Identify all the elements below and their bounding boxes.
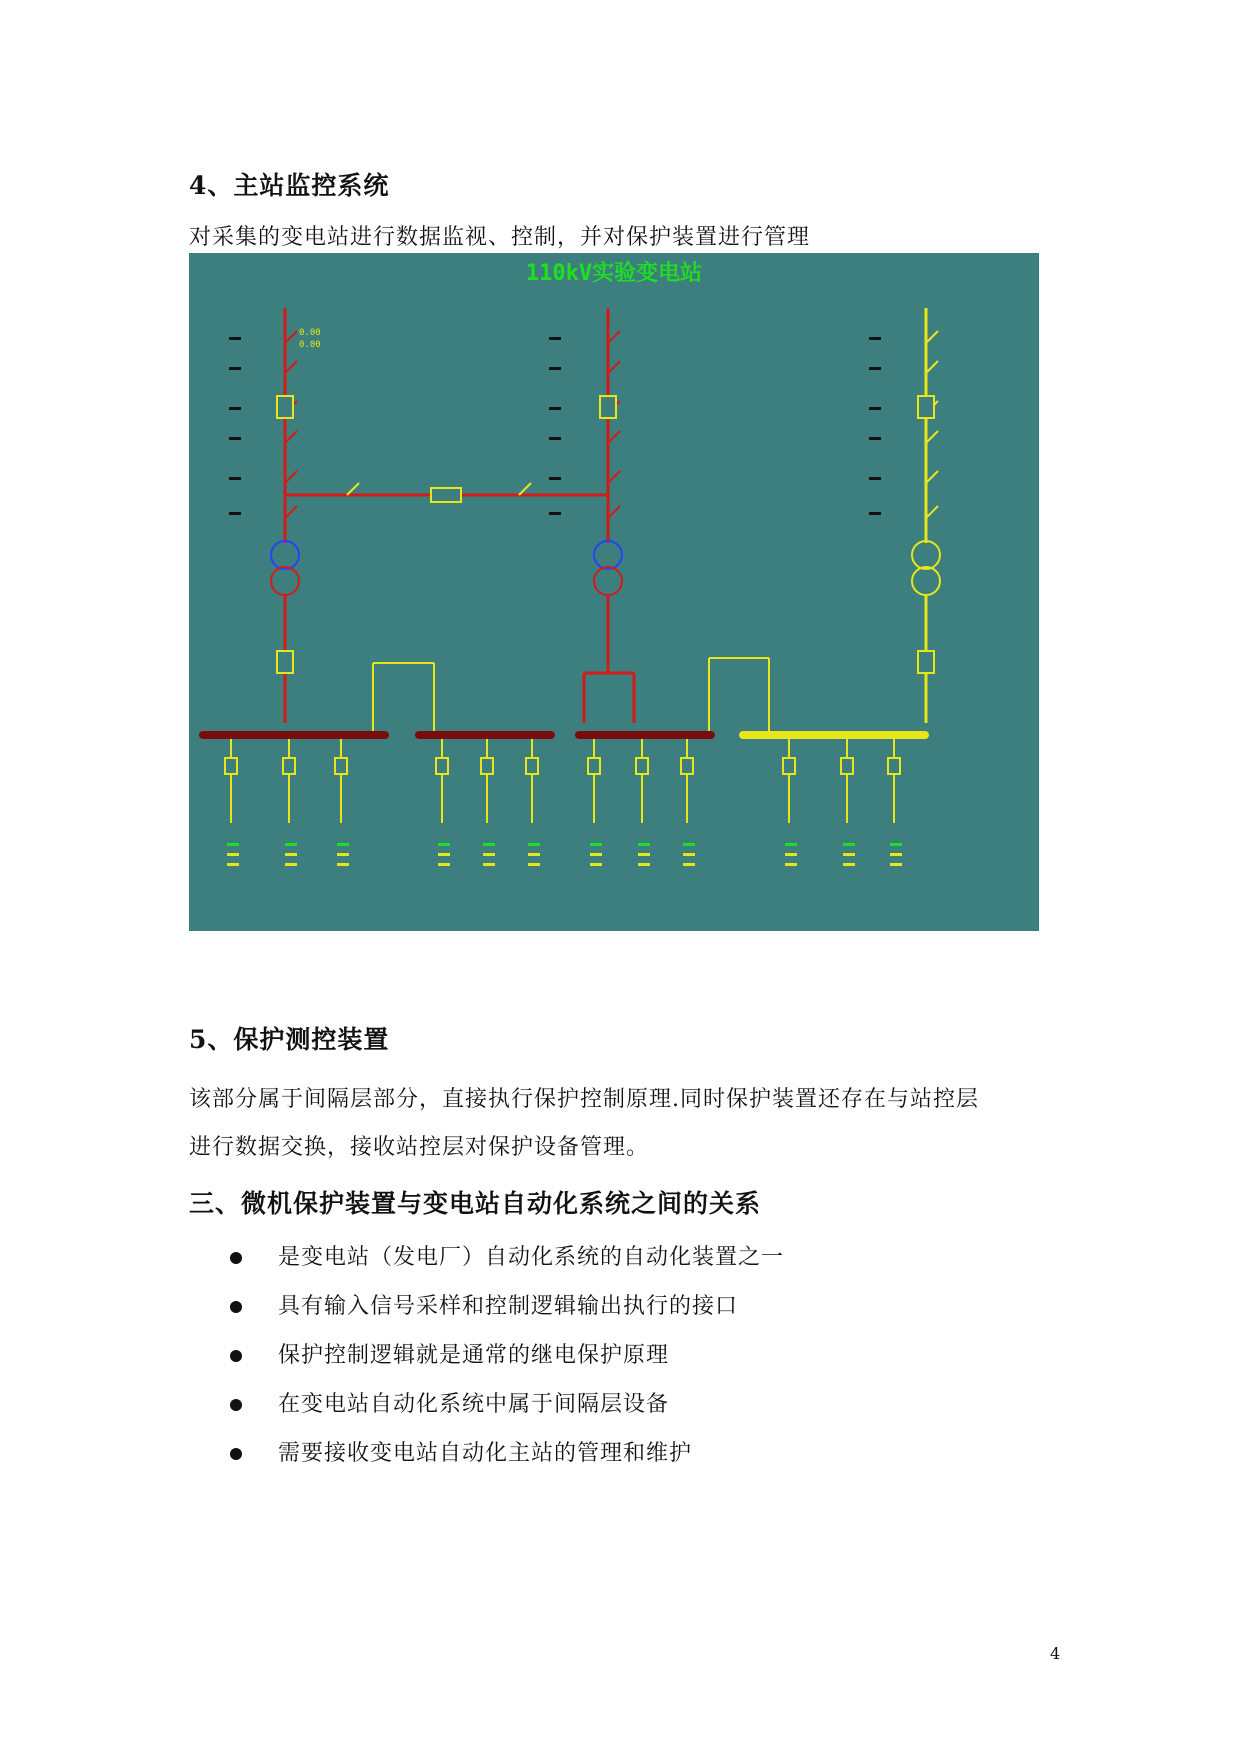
small-label-mark (638, 863, 650, 866)
switch-symbol (285, 361, 297, 373)
small-label-mark (337, 853, 349, 856)
readout-value: 0.00 (299, 340, 321, 350)
small-label-mark (843, 843, 855, 846)
switch-symbol (926, 471, 938, 483)
page-number: 4 (1050, 1644, 1061, 1663)
feeder-breaker (335, 758, 347, 774)
small-label-mark (337, 863, 349, 866)
feeder-breaker (225, 758, 237, 774)
section4-heading: 4、主站监控系统 (189, 171, 390, 200)
substation-diagram (189, 253, 1039, 931)
switch-symbol (347, 483, 359, 495)
small-label-mark (549, 437, 561, 440)
feeder-breaker (283, 758, 295, 774)
feeder-breaker (681, 758, 693, 774)
breaker (277, 651, 293, 673)
switch-symbol (285, 506, 297, 518)
small-label-mark (590, 863, 602, 866)
substation-single-line-diagram (189, 253, 1039, 931)
feeder-breaker (436, 758, 448, 774)
transformer-low-winding (912, 567, 940, 595)
breaker (918, 396, 934, 418)
switch-symbol (519, 483, 531, 495)
transformer-high-winding (594, 541, 622, 569)
small-label-mark (869, 337, 881, 340)
section5-heading: 5、保护测控装置 (189, 1025, 390, 1054)
small-label-mark (528, 853, 540, 856)
small-label-mark (890, 853, 902, 856)
transformer-high-winding (912, 541, 940, 569)
bullet-dot (230, 1301, 242, 1313)
small-label-mark (785, 853, 797, 856)
bullet-dot (230, 1448, 242, 1460)
small-label-mark (227, 863, 239, 866)
transformer-low-winding (271, 567, 299, 595)
small-label-mark (483, 863, 495, 866)
readout-value: 0.00 (299, 328, 321, 338)
switch-symbol (608, 331, 620, 343)
small-label-mark (483, 843, 495, 846)
bus-bar (575, 731, 715, 739)
small-label-mark (890, 843, 902, 846)
small-label-mark (528, 843, 540, 846)
small-label-mark (337, 843, 349, 846)
bullet-text: 保护控制逻辑就是通常的继电保护原理 (278, 1343, 670, 1368)
small-label-mark (638, 843, 650, 846)
small-label-mark (590, 853, 602, 856)
small-label-mark (549, 512, 561, 515)
bullet-text: 需要接收变电站自动化主站的管理和维护 (278, 1441, 693, 1466)
small-label-mark (229, 367, 241, 370)
small-label-mark (785, 863, 797, 866)
small-label-mark (438, 843, 450, 846)
switch-symbol (285, 471, 297, 483)
transformer-low-winding (594, 567, 622, 595)
switch-symbol (926, 506, 938, 518)
bullet-dot (230, 1252, 242, 1264)
small-label-mark (438, 863, 450, 866)
switch-symbol (608, 361, 620, 373)
breaker (918, 651, 934, 673)
feeder-breaker (481, 758, 493, 774)
switch-symbol (285, 331, 297, 343)
small-label-mark (229, 477, 241, 480)
small-label-mark (528, 863, 540, 866)
small-label-mark (229, 437, 241, 440)
small-label-mark (438, 853, 450, 856)
switch-symbol (926, 331, 938, 343)
diagram-title: 110kV实验变电站 (525, 261, 703, 286)
small-label-mark (285, 853, 297, 856)
feeder-breaker (888, 758, 900, 774)
small-label-mark (227, 853, 239, 856)
switch-symbol (608, 506, 620, 518)
small-label-mark (229, 512, 241, 515)
small-label-mark (549, 337, 561, 340)
small-label-mark (869, 512, 881, 515)
breaker (277, 396, 293, 418)
small-label-mark (227, 843, 239, 846)
bullet-dot (230, 1399, 242, 1411)
switch-symbol (926, 431, 938, 443)
switch-symbol (285, 431, 297, 443)
small-label-mark (229, 407, 241, 410)
small-label-mark (843, 853, 855, 856)
section5-text-line2: 进行数据交换，接收站控层对保护设备管理。 (189, 1135, 650, 1160)
bullet-text: 是变电站（发电厂）自动化系统的自动化装置之一 (278, 1245, 785, 1270)
small-label-mark (549, 477, 561, 480)
feeder-breaker (526, 758, 538, 774)
small-label-mark (590, 843, 602, 846)
feeder-breaker (588, 758, 600, 774)
small-label-mark (869, 407, 881, 410)
bullet-dot (230, 1350, 242, 1362)
small-label-mark (549, 407, 561, 410)
diagram-body (199, 308, 940, 866)
transformer-high-winding (271, 541, 299, 569)
bullet-text: 在变电站自动化系统中属于间隔层设备 (278, 1392, 670, 1417)
small-label-mark (683, 853, 695, 856)
feeder-breaker (841, 758, 853, 774)
small-label-mark (890, 863, 902, 866)
feeder-breaker (783, 758, 795, 774)
bus-bar (739, 731, 929, 739)
small-label-mark (229, 337, 241, 340)
section5-text-line1: 该部分属于间隔层部分，直接执行保护控制原理.同时保护装置还存在与站控层 (189, 1087, 979, 1112)
small-label-mark (869, 437, 881, 440)
small-label-mark (549, 367, 561, 370)
small-label-mark (285, 843, 297, 846)
small-label-mark (483, 853, 495, 856)
small-label-mark (869, 477, 881, 480)
bus-bar (199, 731, 389, 739)
small-label-mark (683, 863, 695, 866)
switch-symbol (926, 361, 938, 373)
bridge-breaker (431, 488, 461, 502)
section4-text: 对采集的变电站进行数据监视、控制，并对保护装置进行管理 (189, 225, 811, 250)
small-label-mark (843, 863, 855, 866)
bullet-text: 具有输入信号采样和控制逻辑输出执行的接口 (278, 1294, 739, 1319)
section3-heading: 三、微机保护装置与变电站自动化系统之间的关系 (189, 1189, 762, 1218)
small-label-mark (785, 843, 797, 846)
small-label-mark (869, 367, 881, 370)
breaker (600, 396, 616, 418)
small-label-mark (638, 853, 650, 856)
small-label-mark (285, 863, 297, 866)
bus-bar (415, 731, 555, 739)
small-label-mark (683, 843, 695, 846)
switch-symbol (608, 431, 620, 443)
switch-symbol (608, 471, 620, 483)
feeder-breaker (636, 758, 648, 774)
